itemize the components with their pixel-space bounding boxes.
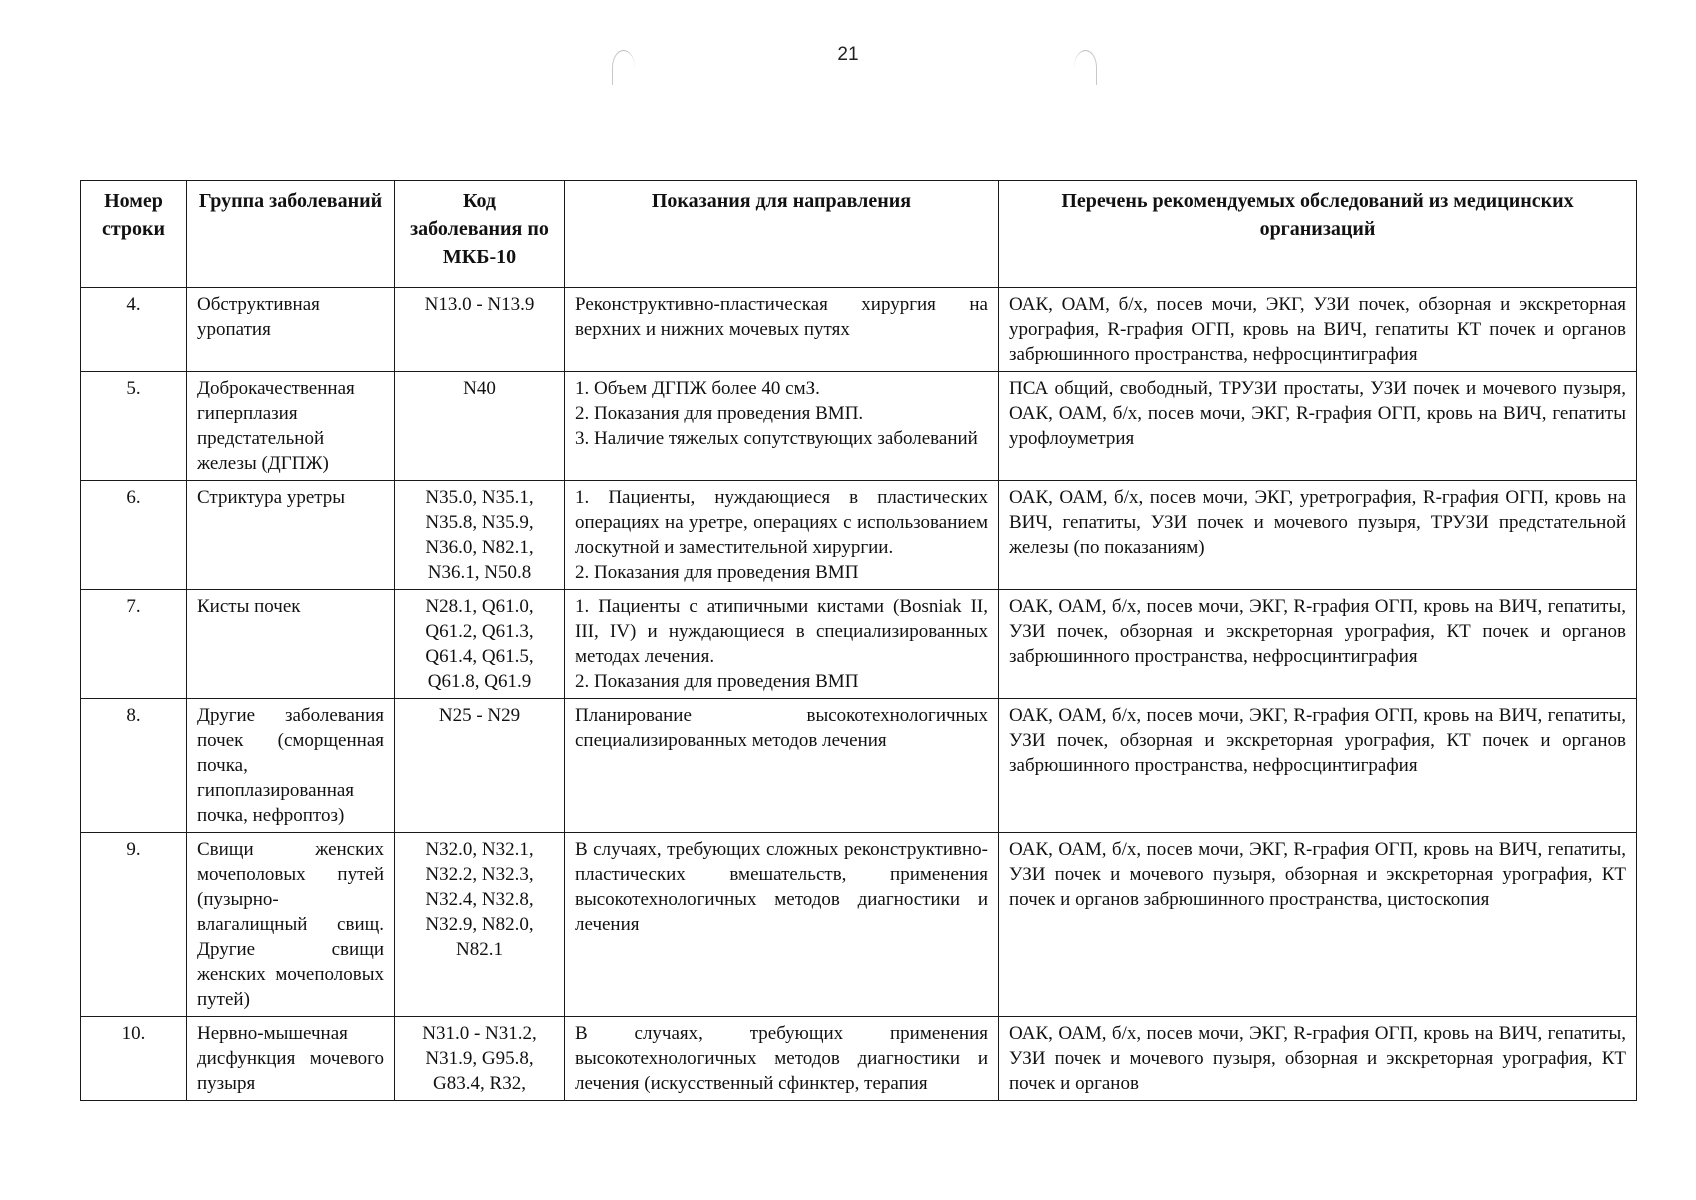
exams: ПСА общий, свободный, ТРУЗИ простаты, УЗИ почек и мочевого пузыря, ОАК, ОАМ, б/х, посев мочи, ЭКГ, R-графия ОГП, кровь на ВИЧ, гепатиты урофлоуметрия <box>999 372 1637 481</box>
indications <box>565 699 999 833</box>
indication-item: 2. Показания для проведения ВМП. <box>575 403 864 424</box>
scan-artifact-left <box>612 50 635 85</box>
indication-item: 2. Показания для проведения ВМП <box>575 562 859 583</box>
row-number: 5. <box>81 372 187 481</box>
icd-code: N31.0 - N31.2, N31.9, G95.8, G83.4, R32, <box>395 1017 565 1101</box>
page-number: 21 <box>837 44 859 65</box>
indications <box>565 372 999 481</box>
icd-code: N28.1, Q61.0, Q61.2, Q61.3, Q61.4, Q61.5, Q61.8, Q61.9 <box>395 590 565 699</box>
row-number: 8. <box>81 699 187 833</box>
indications <box>565 833 999 1017</box>
icd-code: N32.0, N32.1, N32.2, N32.3, N32.4, N32.8, N32.9, N82.0, N82.1 <box>395 833 565 1017</box>
indication-item: Реконструктивно-пластическая хирургия на верхних и нижних мочевых путях <box>575 294 988 340</box>
exams: ОАК, ОАМ, б/х, посев мочи, ЭКГ, УЗИ почек, обзорная и экскреторная урография, R-графия ОГП, кровь на ВИЧ, гепатиты КТ почек и органов забрюшинного пространства, нефросцинтиграфия <box>999 288 1637 372</box>
row-number: 6. <box>81 481 187 590</box>
exams: ОАК, ОАМ, б/х, посев мочи, ЭКГ, уретрография, R-графия ОГП, кровь на ВИЧ, гепатиты, УЗИ почек и мочевого пузыря, ТРУЗИ предстательной железы (по показаниям) <box>999 481 1637 590</box>
exams: ОАК, ОАМ, б/х, посев мочи, ЭКГ, R-графия ОГП, кровь на ВИЧ, гепатиты, УЗИ почек, обзорная и экскреторная урография, КТ почек и органов забрюшинного пространства, нефросцинтиграфия <box>999 590 1637 699</box>
table-row <box>81 1017 1637 1101</box>
row-number: 9. <box>81 833 187 1017</box>
table-row <box>81 590 1637 699</box>
indication-item: 2. Показания для проведения ВМП <box>575 671 859 692</box>
disease-group: Доброкачественная гиперплазия предстательной железы (ДГПЖ) <box>187 372 395 481</box>
disease-group: Нервно-мышечная дисфункция мочевого пузыря <box>187 1017 395 1101</box>
table-row <box>81 372 1637 481</box>
table-row <box>81 699 1637 833</box>
indications <box>565 590 999 699</box>
indication-item: 1. Пациенты с атипичными кистами (Bosniak II, III, IV) и нуждающиеся в специализированных методах лечения. <box>575 596 988 667</box>
header-icd10-code: Код заболевания по МКБ-10 <box>395 181 565 288</box>
indications <box>565 481 999 590</box>
indication-item: В случаях, требующих применения высокотехнологичных методов диагностики и лечения (искусственный сфинктер, терапия <box>575 1023 988 1094</box>
header-row-number: Номер строки <box>81 181 187 288</box>
table-header-row <box>81 181 1637 288</box>
icd-code: N40 <box>395 372 565 481</box>
indication-item: 1. Объем ДГПЖ более 40 смЗ. <box>575 378 820 399</box>
row-number: 4. <box>81 288 187 372</box>
disease-group: Кисты почек <box>187 590 395 699</box>
disease-group: Другие заболевания почек (сморщенная почка, гипоплазированная почка, нефроптоз) <box>187 699 395 833</box>
indication-item: 3. Наличие тяжелых сопутствующих заболеваний <box>575 428 978 449</box>
indications <box>565 1017 999 1101</box>
header-referral-indications: Показания для направления <box>565 181 999 288</box>
table-row <box>81 288 1637 372</box>
icd-code: N35.0, N35.1, N35.8, N35.9, N36.0, N82.1, N36.1, N50.8 <box>395 481 565 590</box>
scan-artifact-right <box>1074 50 1097 85</box>
indications <box>565 288 999 372</box>
disease-group: Стриктура уретры <box>187 481 395 590</box>
disease-group: Свищи женских мочеполовых путей (пузырно-влагалищный свищ. Другие свищи женских мочеполовых путей) <box>187 833 395 1017</box>
indication-item: В случаях, требующих сложных реконструктивно-пластических вмешательств, применения высокотехнологичных методов диагностики и лечения <box>575 839 988 935</box>
disease-group: Обструктивная уропатия <box>187 288 395 372</box>
exams: ОАК, ОАМ, б/х, посев мочи, ЭКГ, R-графия ОГП, кровь на ВИЧ, гепатиты, УЗИ почек, обзорная и экскреторная урография, КТ почек и органов забрюшинного пространства, нефросцинтиграфия <box>999 699 1637 833</box>
header-recommended-exams: Перечень рекомендуемых обследований из медицинских организаций <box>999 181 1637 288</box>
icd-code: N13.0 - N13.9 <box>395 288 565 372</box>
referral-table <box>80 180 1637 1101</box>
table-row <box>81 833 1637 1017</box>
table-row <box>81 481 1637 590</box>
indication-item: 1. Пациенты, нуждающиеся в пластических операциях на уретре, операциях с использованием лоскутной и заместительной хирургии. <box>575 487 988 558</box>
row-number: 10. <box>81 1017 187 1101</box>
exams: ОАК, ОАМ, б/х, посев мочи, ЭКГ, R-графия ОГП, кровь на ВИЧ, гепатиты, УЗИ почек и мочевого пузыря, обзорная и экскреторная урография, КТ почек и органов забрюшинного пространства, цистоскопия <box>999 833 1637 1017</box>
header-disease-group: Группа заболеваний <box>187 181 395 288</box>
indication-item: Планирование высокотехнологичных специализированных методов лечения <box>575 705 988 751</box>
exams: ОАК, ОАМ, б/х, посев мочи, ЭКГ, R-графия ОГП, кровь на ВИЧ, гепатиты, УЗИ почек и мочевого пузыря, обзорная и экскреторная урография, КТ почек и органов <box>999 1017 1637 1101</box>
icd-code: N25 - N29 <box>395 699 565 833</box>
row-number: 7. <box>81 590 187 699</box>
